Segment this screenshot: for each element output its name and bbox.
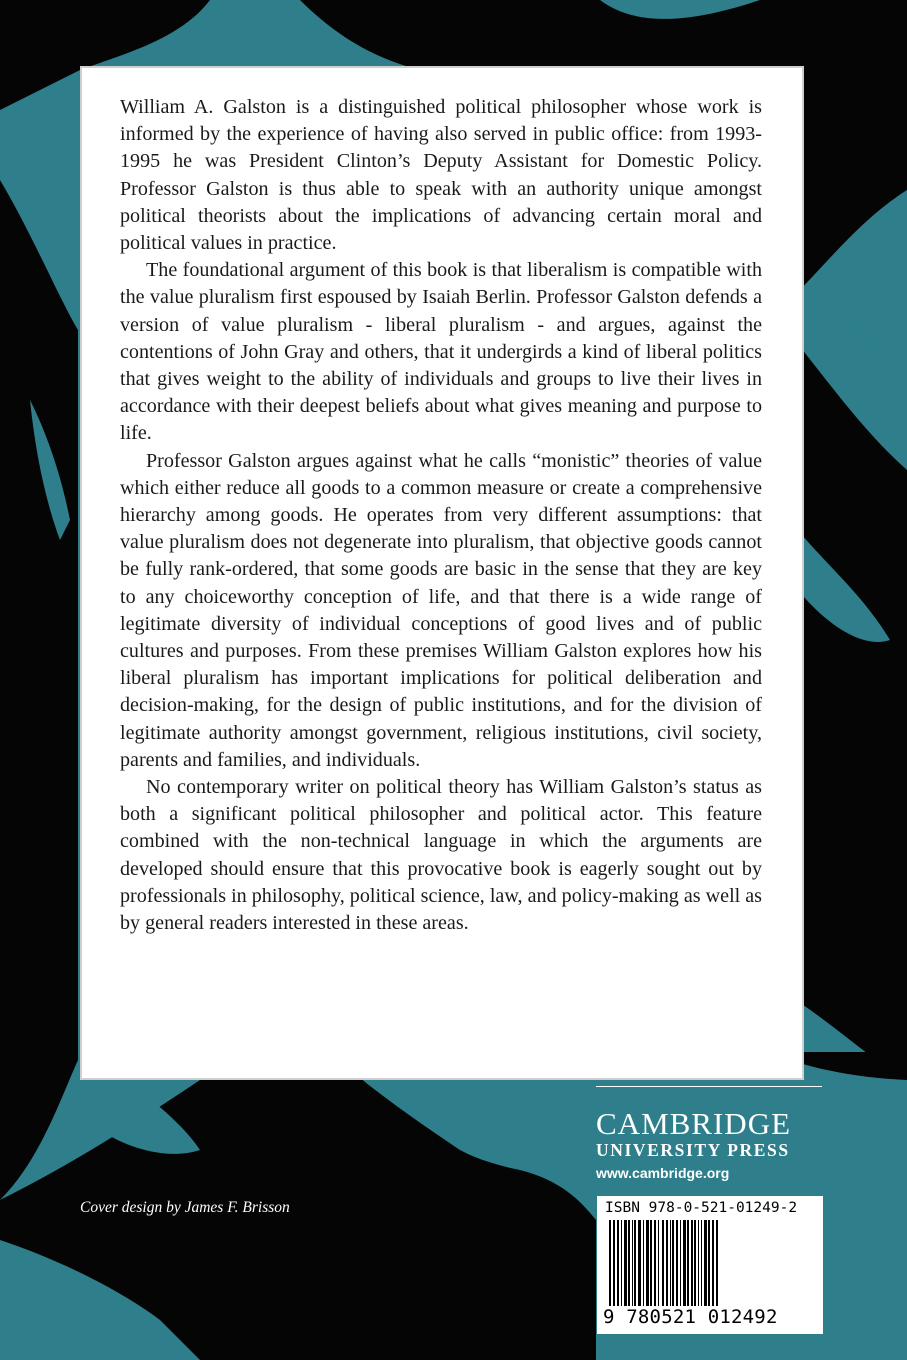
barcode-bar (694, 1220, 696, 1308)
publisher-name: CAMBRIDGE (596, 1106, 792, 1141)
barcode-bar (650, 1220, 652, 1308)
barcode-bar (638, 1220, 641, 1308)
barcode-bar (634, 1220, 636, 1308)
barcode-bar (672, 1220, 674, 1308)
barcode-digits: 9 780521 012492 (603, 1306, 778, 1328)
barcode-bar (683, 1220, 686, 1308)
barcode-bar (691, 1220, 693, 1308)
barcode-bar (704, 1220, 707, 1308)
barcode-bar (701, 1220, 702, 1308)
barcode-bar (680, 1220, 681, 1308)
barcode-bar (628, 1220, 630, 1308)
barcode-bar (708, 1220, 710, 1308)
barcode-bar (621, 1220, 622, 1308)
barcode-bar (676, 1220, 678, 1308)
barcode-bar (646, 1220, 649, 1308)
barcode-bar (624, 1220, 627, 1308)
blurb-panel (80, 66, 804, 1080)
publisher-logo (596, 1086, 822, 1181)
blurb-paragraph-4: No contemporary writer on political theory has William Galston’s status as both a significant political philosopher and political actor. This feature combined with the non-technical language in which the arguments are developed should ensure that this provocative book is eagerly sought out by professionals in philosophy, political science, law, and policy-making as well as by general readers interested in these areas. (120, 776, 762, 935)
publisher-url[interactable]: www.cambridge.org (596, 1165, 730, 1181)
isbn-barcode-block (597, 1196, 823, 1334)
blurb-paragraph-1: William A. Galston is a distinguished political philosopher whose work is informed by the experience of having also served in public office: from 1993-1995 he was President Clinton’s Deputy Assistant for Domestic Policy. Professor Galston is thus able to speak with an authority unique amongst political theorists about the implications of advancing certain moral and political values in practice. (120, 96, 762, 255)
barcode-bar (687, 1220, 689, 1308)
barcode-bar (670, 1220, 671, 1308)
barcode-bar (654, 1220, 656, 1308)
blurb-paragraph-3: Professor Galston argues against what he calls “monistic” theories of value which either reduce all goods to a common measure or create a comprehensive hierarchy among goods. He operates from very different assumptions: that value pluralism does not degenerate into pluralism, that objective goods cannot be fully rank-ordered, that some goods are basic in the sense that they are key to any choiceworthy conception of life, and that there is a wide range of legitimate diversity of individual conceptions of good lives and of public cultures and purposes. From these premises William Galston explores how his liberal pluralism has important implications for political deliberation and decision-making, for the design of public institutions, and for the division of legitimate authority amongst government, religious institutions, civil society, parents and families, and individuals. (120, 449, 762, 771)
isbn-label: ISBN 978-0-521-01249-2 (605, 1200, 798, 1216)
cover-design-credit: Cover design by James F. Brisson (80, 1199, 290, 1216)
barcode-bar (632, 1220, 633, 1308)
blurb-paragraph-2: The foundational argument of this book is that liberalism is compatible with the value pluralism first espoused by Isaiah Berlin. Professor Galston defends a version of value pluralism - liberal pluralism - and argues, against the contentions of John Gray and others, that it undergirds a kind of liberal politics that gives weight to the ability of individuals and groups to live their lives in accordance with their deepest beliefs about what gives meaning and purpose to life. (120, 259, 762, 445)
barcode-bar (617, 1220, 619, 1308)
barcode-bar (643, 1220, 644, 1308)
publisher-subname: UNIVERSITY PRESS (596, 1140, 790, 1160)
barcode-bar (698, 1220, 699, 1308)
barcode-bar (658, 1220, 659, 1308)
